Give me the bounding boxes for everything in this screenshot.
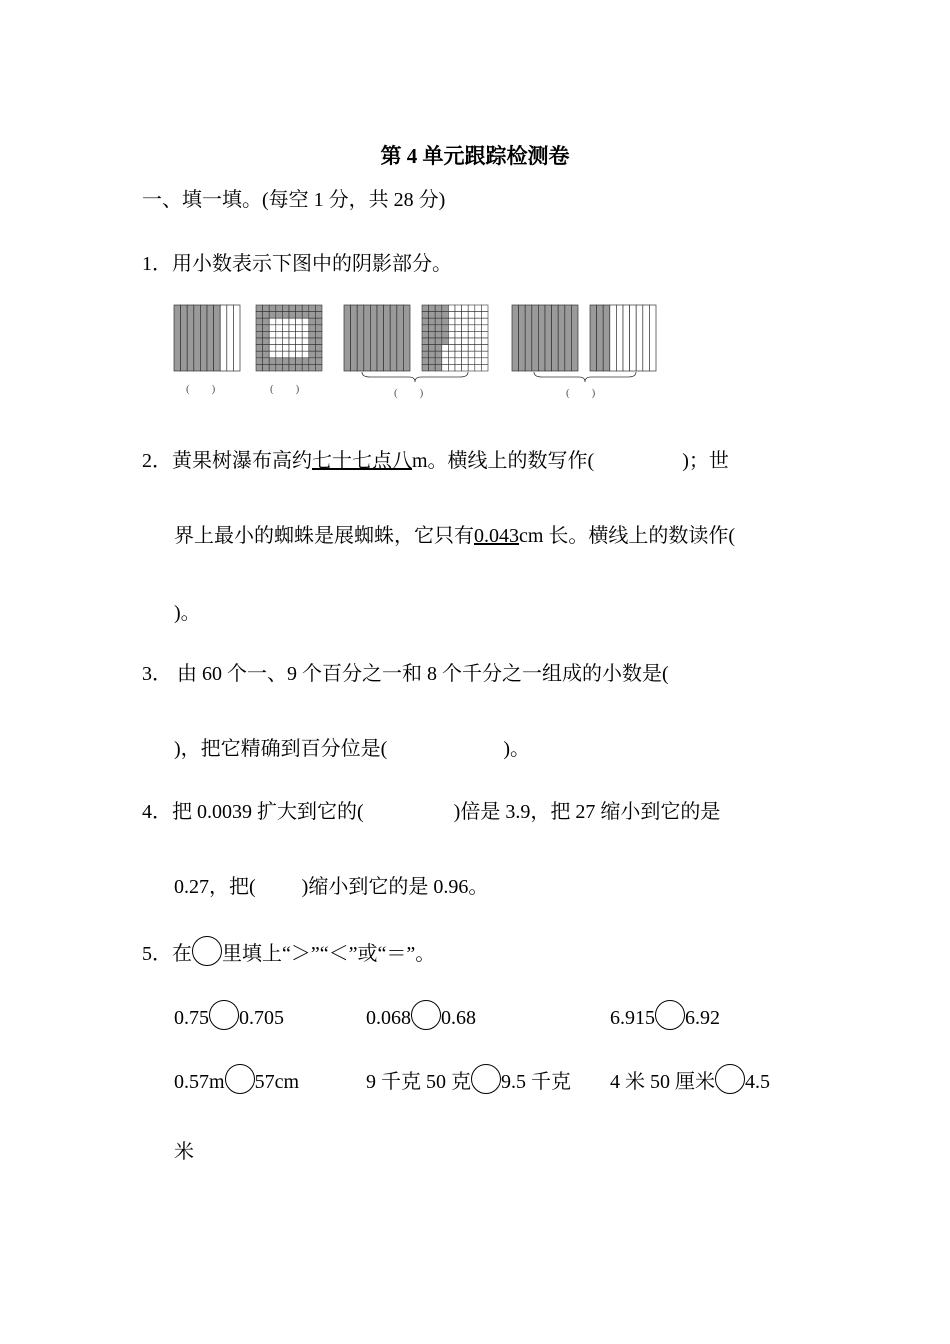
grid-cell (455, 325, 462, 332)
compare-left: 0.068 (366, 1007, 411, 1029)
grid-cell (302, 331, 309, 338)
q2-text-a: 2．黄果树瀑布高约 (142, 450, 312, 472)
column-cell (384, 305, 391, 371)
grid-cell (315, 331, 322, 338)
grid-cell (315, 325, 322, 332)
compare-item-2 (366, 1000, 476, 1030)
column-cell (538, 305, 545, 371)
grid-cell (481, 325, 488, 332)
q4-text-c: 0.27，把( (174, 876, 256, 898)
grid-cell (448, 345, 455, 352)
grid-cell (289, 364, 296, 371)
column-cell (532, 305, 539, 371)
grid-cell (435, 338, 442, 345)
grid-cell (282, 364, 289, 371)
grid-cell (289, 325, 296, 332)
compare-right: 57cm (254, 1071, 299, 1093)
grid-cell (315, 351, 322, 358)
grid-cell (276, 345, 283, 352)
grid-cell (468, 305, 475, 312)
compare-right: 0.68 (441, 1007, 476, 1029)
grid-cell (429, 305, 436, 312)
column-cell (597, 305, 604, 371)
grid-cell (309, 345, 316, 352)
grid-cell (455, 358, 462, 365)
grid-cell (468, 351, 475, 358)
grid-cell (289, 331, 296, 338)
grid-cell (422, 331, 429, 338)
grid-cell (455, 345, 462, 352)
q4-text-b: )倍是 3.9，把 27 缩小到它的是 (453, 801, 721, 823)
q2-answer-close[interactable]: )。 (174, 602, 201, 624)
column-cell (525, 305, 532, 371)
compare-circle[interactable] (471, 1064, 501, 1094)
grid-cell (481, 318, 488, 325)
grid-cell (455, 305, 462, 312)
grid-cell (422, 351, 429, 358)
column-cell (643, 305, 650, 371)
grid-cell (296, 325, 303, 332)
grid-cell (462, 338, 469, 345)
compare-circle[interactable] (411, 1000, 441, 1030)
grid-cell (315, 305, 322, 312)
grid-cell (282, 312, 289, 319)
grid-cell (263, 305, 270, 312)
grid-cell (263, 338, 270, 345)
answer-blank-2[interactable]: ( ) (270, 383, 300, 395)
grid-cell (282, 338, 289, 345)
question-4-line-2 (174, 875, 488, 899)
column-cell (390, 305, 397, 371)
grid-cell (256, 331, 263, 338)
grid-cell (481, 345, 488, 352)
grid-cell (435, 345, 442, 352)
grid-cell (448, 325, 455, 332)
grid-cell (269, 305, 276, 312)
grid-cell (462, 312, 469, 319)
question-1-text: 1．用小数表示下图中的阴影部分。 (142, 253, 452, 275)
grid-cell (422, 318, 429, 325)
grid-cell (422, 312, 429, 319)
column-cell (397, 305, 404, 371)
answer-blank-3[interactable]: ( ) (394, 387, 424, 399)
grid-cell (256, 318, 263, 325)
compare-circle[interactable] (715, 1064, 745, 1094)
grid-cell (263, 331, 270, 338)
compare-item-6-unit: 米 (174, 1141, 194, 1163)
question-3-line-2 (174, 737, 530, 761)
grid-cell (435, 318, 442, 325)
grid-cell (256, 345, 263, 352)
column-cell (377, 305, 384, 371)
grid-cell (289, 345, 296, 352)
column-cell (220, 305, 227, 371)
compare-circle-icon (192, 936, 222, 966)
grid-cell (309, 318, 316, 325)
grid-cell (256, 364, 263, 371)
grid-cell (263, 312, 270, 319)
column-cell (590, 305, 597, 371)
grid-cell (422, 325, 429, 332)
grid-cell (263, 358, 270, 365)
grid-cell (276, 358, 283, 365)
grid-cell (256, 338, 263, 345)
grid-cell (296, 318, 303, 325)
grid-cell (455, 338, 462, 345)
grid-cell (475, 312, 482, 319)
grid-cell (462, 325, 469, 332)
grid-cell (455, 351, 462, 358)
grid-cell (468, 312, 475, 319)
grid-cell (429, 318, 436, 325)
grid-cell (429, 345, 436, 352)
grid-cell (429, 364, 436, 371)
grid-cell (269, 358, 276, 365)
q2-text-b: m。横线上的数写作( (412, 450, 595, 472)
grid-cell (282, 318, 289, 325)
grid-cell (296, 338, 303, 345)
grid-cell (475, 345, 482, 352)
q4-text-d: )缩小到它的是 0.96。 (301, 876, 489, 898)
column-cell (545, 305, 552, 371)
grid-cell (309, 312, 316, 319)
compare-left: 0.57m (174, 1071, 225, 1093)
grid-cell (475, 358, 482, 365)
grid-cell (263, 364, 270, 371)
column-cell (357, 305, 364, 371)
grid-cell (269, 331, 276, 338)
grid-cell (442, 331, 449, 338)
grid-cell (309, 351, 316, 358)
grid-cell (475, 331, 482, 338)
grid-cell (435, 331, 442, 338)
column-cell (364, 305, 371, 371)
grid-cell (309, 331, 316, 338)
grid-cell (263, 345, 270, 352)
column-cell (181, 305, 188, 371)
grid-cell (309, 364, 316, 371)
brace-figure-3 (362, 372, 468, 382)
grid-cell (296, 331, 303, 338)
grid-cell (276, 325, 283, 332)
grid-cell (269, 345, 276, 352)
column-cell (558, 305, 565, 371)
question-2-line-1 (142, 449, 729, 473)
answer-blank-1[interactable]: ( ) (186, 383, 216, 395)
grid-cell (448, 318, 455, 325)
column-cell (187, 305, 194, 371)
grid-cell (448, 351, 455, 358)
grid-cell (429, 338, 436, 345)
compare-right: 9.5 千克 (501, 1071, 571, 1093)
column-cell (214, 305, 221, 371)
grid-cell (309, 338, 316, 345)
grid-cell (455, 312, 462, 319)
grid-cell (455, 364, 462, 371)
grid-cell (435, 325, 442, 332)
grid-cell (309, 358, 316, 365)
grid-cell (263, 325, 270, 332)
grid-cell (422, 305, 429, 312)
grid-cell (302, 325, 309, 332)
grid-cell (442, 312, 449, 319)
grid-cell (276, 312, 283, 319)
answer-blank-4[interactable]: ( ) (566, 387, 596, 399)
grid-cell (429, 358, 436, 365)
compare-right: 0.705 (239, 1007, 284, 1029)
grid-cell (296, 364, 303, 371)
column-cell (344, 305, 351, 371)
column-cell (623, 305, 630, 371)
grid-cell (475, 364, 482, 371)
compare-left: 9 千克 50 克 (366, 1071, 471, 1093)
grid-cell (269, 325, 276, 332)
column-cell (610, 305, 617, 371)
grid-cell (296, 358, 303, 365)
column-cell (565, 305, 572, 371)
grid-cell (302, 345, 309, 352)
grid-cell (422, 364, 429, 371)
grid-cell (282, 331, 289, 338)
q2-text-e: cm 长。横线上的数读作( (519, 525, 736, 547)
grid-cell (302, 358, 309, 365)
grid-cell (462, 318, 469, 325)
grid-cell (282, 351, 289, 358)
q2-underlined-number: 七十七点八 (312, 450, 412, 472)
grid-cell (315, 338, 322, 345)
question-4-line-1 (142, 800, 720, 824)
grid-cell (481, 351, 488, 358)
grid-cell (309, 325, 316, 332)
grid-cell (315, 345, 322, 352)
q4-text-a: 4．把 0.0039 扩大到它的( (142, 801, 364, 823)
brace-figure-4 (534, 372, 636, 382)
grid-cell (429, 325, 436, 332)
column-cell (174, 305, 181, 371)
compare-item-4 (174, 1064, 299, 1094)
grid-cell (269, 364, 276, 371)
grid-cell (256, 351, 263, 358)
grid-cell (481, 331, 488, 338)
grid-cell (468, 358, 475, 365)
grid-cell (269, 312, 276, 319)
grid-cell (302, 364, 309, 371)
grid-cell (462, 305, 469, 312)
grid-cell (276, 338, 283, 345)
grid-cell (481, 305, 488, 312)
column-cell (603, 305, 610, 371)
grid-cell (296, 312, 303, 319)
grid-cell (302, 338, 309, 345)
question-3-line-1: 3． 由 60 个一、9 个百分之一和 8 个千分之一组成的小数是( (142, 663, 669, 685)
grid-cell (296, 305, 303, 312)
compare-item-3 (610, 1000, 720, 1030)
grid-cell (282, 358, 289, 365)
column-cell (351, 305, 358, 371)
grid-cell (462, 345, 469, 352)
grid-cell (269, 318, 276, 325)
compare-circle[interactable] (225, 1064, 255, 1094)
grid-cell (468, 338, 475, 345)
grid-cell (289, 305, 296, 312)
column-cell (630, 305, 637, 371)
column-cell (200, 305, 207, 371)
grid-cell (296, 345, 303, 352)
grid-cell (289, 338, 296, 345)
grid-cell (448, 331, 455, 338)
q2-text-c: )；世 (682, 450, 729, 472)
grid-cell (302, 312, 309, 319)
q2-underlined-decimal: 0.043 (474, 525, 519, 547)
grid-cell (435, 358, 442, 365)
grid-cell (435, 312, 442, 319)
grid-cell (282, 305, 289, 312)
page-title: 第 4 单元跟踪检测卷 (380, 144, 570, 168)
column-cell (227, 305, 234, 371)
grid-cell (302, 305, 309, 312)
grid-cell (315, 318, 322, 325)
grid-cell (448, 338, 455, 345)
column-cell (403, 305, 410, 371)
grid-cell (429, 331, 436, 338)
grid-cell (481, 312, 488, 319)
column-cell (207, 305, 214, 371)
grid-cell (256, 305, 263, 312)
question-5-text (142, 936, 435, 966)
grid-cell (422, 358, 429, 365)
grid-cell (296, 351, 303, 358)
grid-cell (442, 364, 449, 371)
grid-cell (256, 312, 263, 319)
q5-text-b: 里填上“＞”“＜”或“＝”。 (222, 943, 436, 965)
compare-right: 6.92 (685, 1007, 720, 1029)
column-cell (571, 305, 578, 371)
grid-cell (263, 351, 270, 358)
question-2-line-2 (174, 524, 735, 548)
grid-cell (468, 331, 475, 338)
q2-text-d: 界上最小的蜘蛛是展蜘蛛，它只有 (174, 525, 474, 547)
grid-cell (442, 345, 449, 352)
grid-cell (475, 325, 482, 332)
grid-cell (429, 351, 436, 358)
column-cell (649, 305, 656, 371)
grid-cell (455, 331, 462, 338)
grid-cell (448, 364, 455, 371)
grid-cell (435, 351, 442, 358)
column-cell (519, 305, 526, 371)
question-1-figures (0, 0, 950, 420)
column-cell (194, 305, 201, 371)
grid-cell (289, 318, 296, 325)
compare-left: 6.915 (610, 1007, 655, 1029)
compare-item-1 (174, 1000, 284, 1030)
grid-cell (448, 358, 455, 365)
grid-cell (276, 318, 283, 325)
grid-cell (256, 358, 263, 365)
grid-cell (276, 305, 283, 312)
grid-cell (442, 325, 449, 332)
column-cell (616, 305, 623, 371)
grid-cell (276, 331, 283, 338)
grid-cell (475, 351, 482, 358)
grid-cell (475, 305, 482, 312)
grid-cell (435, 364, 442, 371)
grid-cell (448, 305, 455, 312)
grid-cell (462, 358, 469, 365)
grid-cell (302, 351, 309, 358)
compare-circle[interactable] (209, 1000, 239, 1030)
grid-cell (289, 351, 296, 358)
grid-cell (422, 338, 429, 345)
grid-cell (442, 305, 449, 312)
compare-item-5 (366, 1064, 571, 1094)
column-cell (552, 305, 559, 371)
grid-cell (309, 305, 316, 312)
compare-left: 0.75 (174, 1007, 209, 1029)
compare-circle[interactable] (655, 1000, 685, 1030)
grid-cell (468, 345, 475, 352)
column-cell (233, 305, 240, 371)
grid-cell (276, 364, 283, 371)
q3-text-b: )。 (503, 738, 530, 760)
grid-cell (462, 364, 469, 371)
grid-cell (315, 312, 322, 319)
grid-cell (269, 351, 276, 358)
grid-cell (276, 351, 283, 358)
grid-cell (289, 312, 296, 319)
grid-cell (315, 358, 322, 365)
column-cell (512, 305, 519, 371)
grid-cell (422, 345, 429, 352)
grid-cell (302, 318, 309, 325)
grid-cell (475, 338, 482, 345)
compare-item-6 (610, 1064, 770, 1094)
compare-right: 4.5 (745, 1071, 770, 1093)
grid-cell (462, 351, 469, 358)
grid-cell (442, 358, 449, 365)
column-cell (636, 305, 643, 371)
grid-cell (442, 338, 449, 345)
grid-cell (435, 305, 442, 312)
grid-cell (448, 312, 455, 319)
grid-cell (269, 338, 276, 345)
grid-cell (429, 312, 436, 319)
compare-left: 4 米 50 厘米 (610, 1071, 715, 1093)
grid-cell (481, 338, 488, 345)
grid-cell (481, 364, 488, 371)
q5-text-a: 5．在 (142, 943, 192, 965)
grid-cell (289, 358, 296, 365)
grid-cell (263, 318, 270, 325)
grid-cell (315, 364, 322, 371)
grid-cell (256, 325, 263, 332)
grid-cell (475, 318, 482, 325)
grid-cell (468, 318, 475, 325)
grid-cell (282, 345, 289, 352)
grid-cell (442, 351, 449, 358)
grid-cell (468, 364, 475, 371)
grid-cell (462, 331, 469, 338)
grid-cell (282, 325, 289, 332)
grid-cell (455, 318, 462, 325)
grid-cell (442, 318, 449, 325)
q3-text-a: )，把它精确到百分位是( (174, 738, 388, 760)
column-cell (370, 305, 377, 371)
section-heading: 一、填一填。(每空 1 分，共 28 分) (142, 189, 446, 211)
grid-cell (468, 325, 475, 332)
grid-cell (481, 358, 488, 365)
